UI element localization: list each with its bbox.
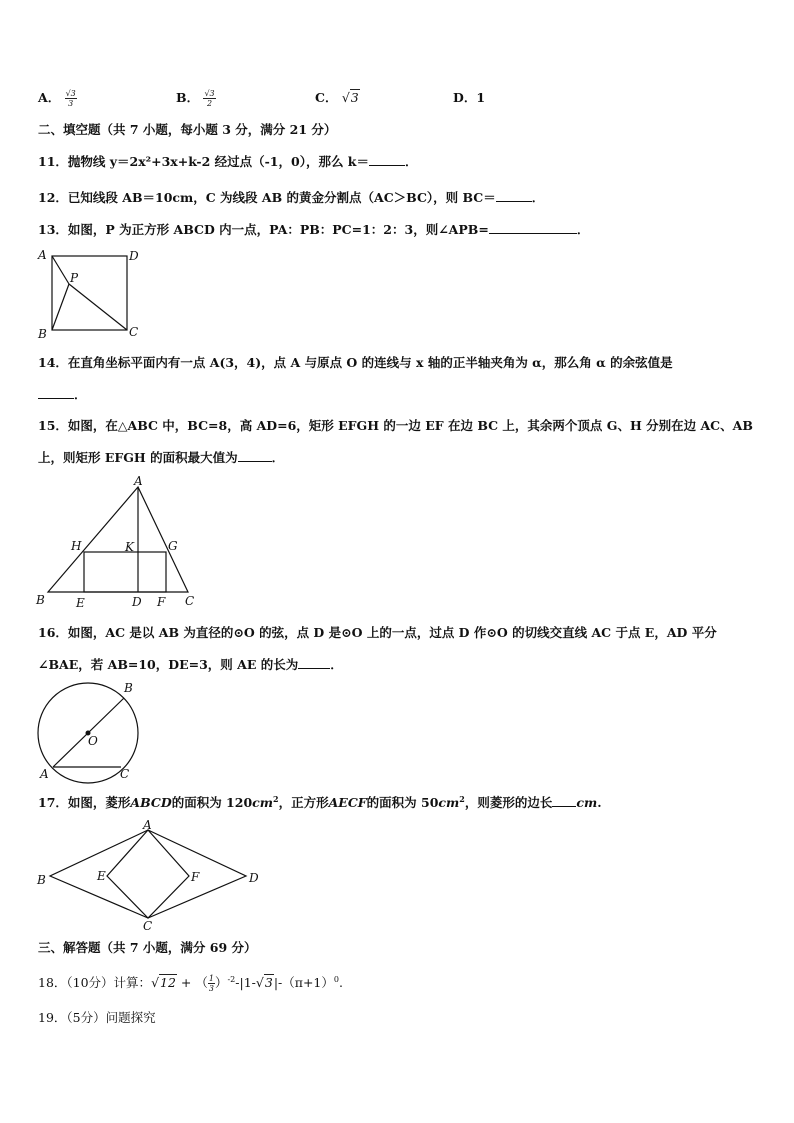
question-15-line2: 上，则矩形 EFGH 的面积最大值为 ．	[38, 450, 285, 465]
answer-blank[interactable]	[552, 794, 576, 807]
question-11: 11．抛物线 y＝2x²+3x+k-2 经过点（-1，0），那么 k＝ ．	[38, 154, 418, 169]
option-b: B． $\frac{√3}{2}$	[176, 89, 215, 108]
section-heading: 三、解答题（共 7 小题，满分 69 分）	[38, 940, 257, 955]
question-18: 18．（10分）计算：√12 + （ $\frac{1}{3}$ ）$^{-2}-|1-√3|-(\pi+1)^0$.	[38, 974, 343, 994]
label-k: K	[125, 540, 134, 554]
label-c: C	[129, 325, 139, 339]
label-f: F	[157, 595, 166, 609]
rhombus-figure	[30, 820, 265, 932]
answer-blank[interactable]	[496, 189, 532, 202]
question-17: 17．如图，菱形ABCD的面积为 $120cm^2$，正方形AECF的面积为 $50cm^2$，则菱形的边长 cm.	[38, 794, 602, 811]
label-a: A	[38, 248, 47, 262]
sqrt-expression: √12	[151, 975, 176, 991]
label-d: D	[129, 249, 139, 263]
answer-blank[interactable]	[489, 221, 577, 234]
label-c: C	[120, 767, 130, 781]
segment-pa	[52, 256, 69, 284]
label-b: B	[38, 327, 47, 341]
label-e: E	[76, 596, 85, 610]
answer-blank[interactable]	[369, 153, 405, 166]
answer-blank[interactable]	[238, 449, 272, 462]
label-b: B	[124, 681, 133, 695]
label-g: G	[168, 539, 178, 553]
label-a: A	[143, 818, 152, 832]
option-d: D．1	[453, 90, 486, 105]
option-c: C． √3	[315, 90, 359, 105]
fraction: $\frac{1}{3}$	[208, 974, 214, 994]
triangle-figure	[30, 474, 205, 610]
square-abcd	[52, 256, 127, 330]
triangle-abc	[48, 487, 188, 592]
label-o: O	[88, 734, 98, 748]
fraction: $\frac{√3}{3}$	[65, 89, 76, 108]
answer-blank[interactable]	[38, 386, 74, 399]
option-a: A． $\frac{√3}{3}$	[38, 89, 76, 108]
label-c: C	[143, 919, 153, 933]
label-d: D	[132, 595, 142, 609]
rhombus-abcd	[50, 830, 246, 918]
sqrt-expression: √3	[255, 975, 273, 991]
label-f: F	[191, 870, 200, 884]
square-figure	[30, 244, 150, 344]
label-b: B	[36, 593, 45, 607]
segment-pb	[52, 284, 69, 330]
section-heading: 二、填空题（共 7 小题，每小题 3 分，满分 21 分）	[38, 122, 337, 137]
question-16-line1: 16．如图，AC 是以 AB 为直径的⊙O 的弦，点 D 是⊙O 上的一点，过点 D 作⊙O 的切线交直线 AC 于点 E，AD 平分	[38, 625, 717, 640]
circle-figure	[30, 678, 150, 786]
question-13: 13．如图，P 为正方形 ABCD 内一点，PA：PB：PC=1：2：3，则∠APB= ．	[38, 222, 590, 237]
question-19: 19．（5分）问题探究	[38, 1010, 156, 1025]
question-12: 12．已知线段 AB＝10cm，C 为线段 AB 的黄金分割点（AC＞BC），则 BC＝ ．	[38, 190, 545, 205]
question-16-line2: ∠BAE，若 AB=10，DE=3，则 AE 的长为 ．	[38, 657, 343, 672]
question-14: 14．在直角坐标平面内有一点 A(3，4)，点 A 与原点 O 的连线与 x 轴的正半轴夹角为 α，那么角 α 的余弦值是	[38, 355, 673, 370]
label-b: B	[37, 873, 46, 887]
label-d: D	[249, 871, 259, 885]
label-c: C	[185, 594, 195, 608]
label-e: E	[97, 869, 106, 883]
label-h: H	[71, 539, 82, 553]
question-15-line1: 15．如图，在△ABC 中，BC=8，高 AD=6，矩形 EFGH 的一边 EF 在边 BC 上，其余两个顶点 G、H 分别在边 AC、AB	[38, 418, 753, 433]
question-14-answer: ．	[38, 386, 87, 403]
label-p: P	[70, 271, 79, 285]
label-a: A	[40, 767, 49, 781]
segment-pc	[69, 284, 127, 330]
rectangle-efgh	[84, 552, 166, 592]
fraction: $\frac{√3}{2}$	[204, 89, 215, 108]
answer-blank[interactable]	[298, 656, 330, 669]
label-a: A	[134, 474, 143, 488]
sqrt-expression: √3	[341, 90, 359, 105]
